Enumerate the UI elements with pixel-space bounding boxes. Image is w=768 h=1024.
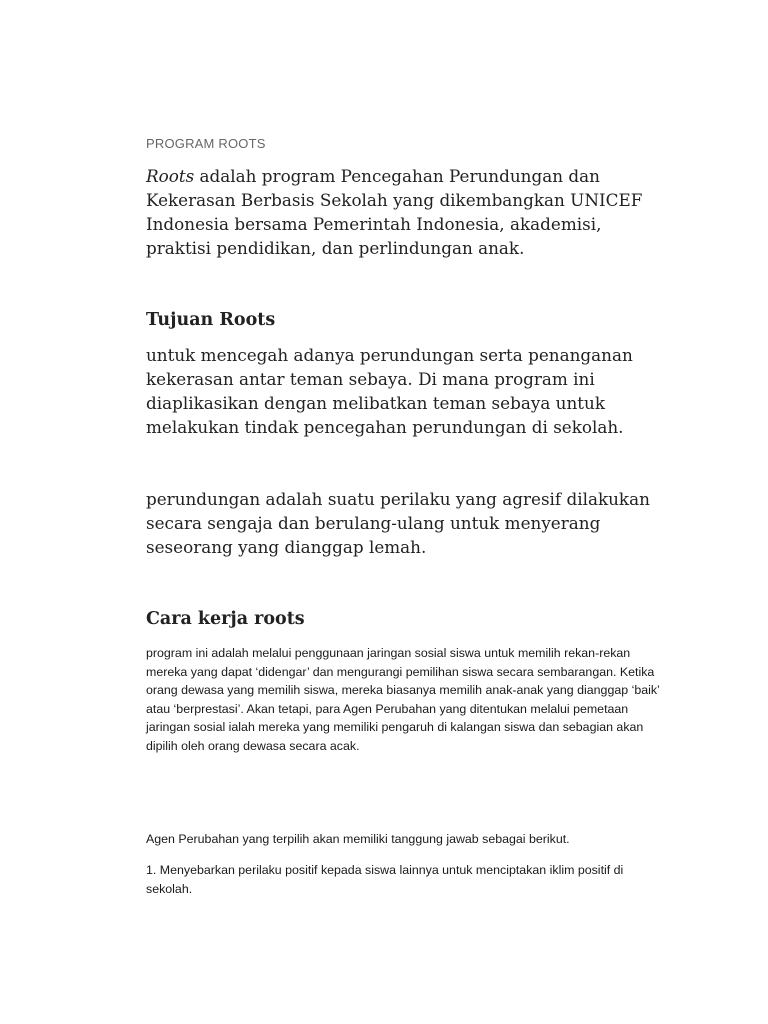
intro-text: adalah program Pencegahan Perundungan dan Kekerasan Berbasis Sekolah yang dikembangkan UNICEF Indonesia bersama Pemerintah Indonesia, akademisi, praktisi pendidikan, dan perlindungan anak. bbox=[146, 166, 643, 258]
definition-paragraph: perundungan adalah suatu perilaku yang agresif dilakukan secara sengaja dan berulang-ulang untuk menyerang seseorang yang dianggap lemah. bbox=[146, 489, 650, 557]
duty-list-item: 1. Menyebarkan perilaku positif kepada siswa lainnya untuk menciptakan iklim positif di sekolah. bbox=[146, 863, 624, 896]
agent-intro-paragraph: Agen Perubahan yang terpilih akan memiliki tanggung jawab sebagai berikut. bbox=[146, 832, 570, 846]
goal-heading: Tujuan Roots bbox=[146, 310, 276, 330]
roots-emphasis: Roots bbox=[146, 166, 195, 186]
how-it-works-heading: Cara kerja roots bbox=[146, 609, 305, 629]
intro-paragraph bbox=[146, 164, 651, 260]
goal-paragraph: untuk mencegah adanya perundungan serta penanganan kekerasan antar teman sebaya. Di mana program ini diaplikasikan dengan melibatkan teman sebaya untuk melakukan tindak pencegahan perundungan di sekolah. bbox=[146, 345, 633, 437]
section-kicker: PROGRAM ROOTS bbox=[146, 136, 266, 151]
how-it-works-paragraph: program ini adalah melalui penggunaan jaringan sosial siswa untuk memilih rekan-rekan mereka yang dapat ‘didengar’ dan mengurangi pemilihan siswa secara sembarangan. Ketika orang dewasa yang memilih siswa, mereka biasanya memilih anak-anak yang dianggap ‘baik’ atau ‘berprestasi’. Akan tetapi, para Agen Perubahan yang ditentukan melalui pemetaan jaringan sosial ialah mereka yang memiliki pengaruh di kalangan siswa dan sebagian akan dipilih oleh orang dewasa secara acak. bbox=[146, 646, 660, 753]
